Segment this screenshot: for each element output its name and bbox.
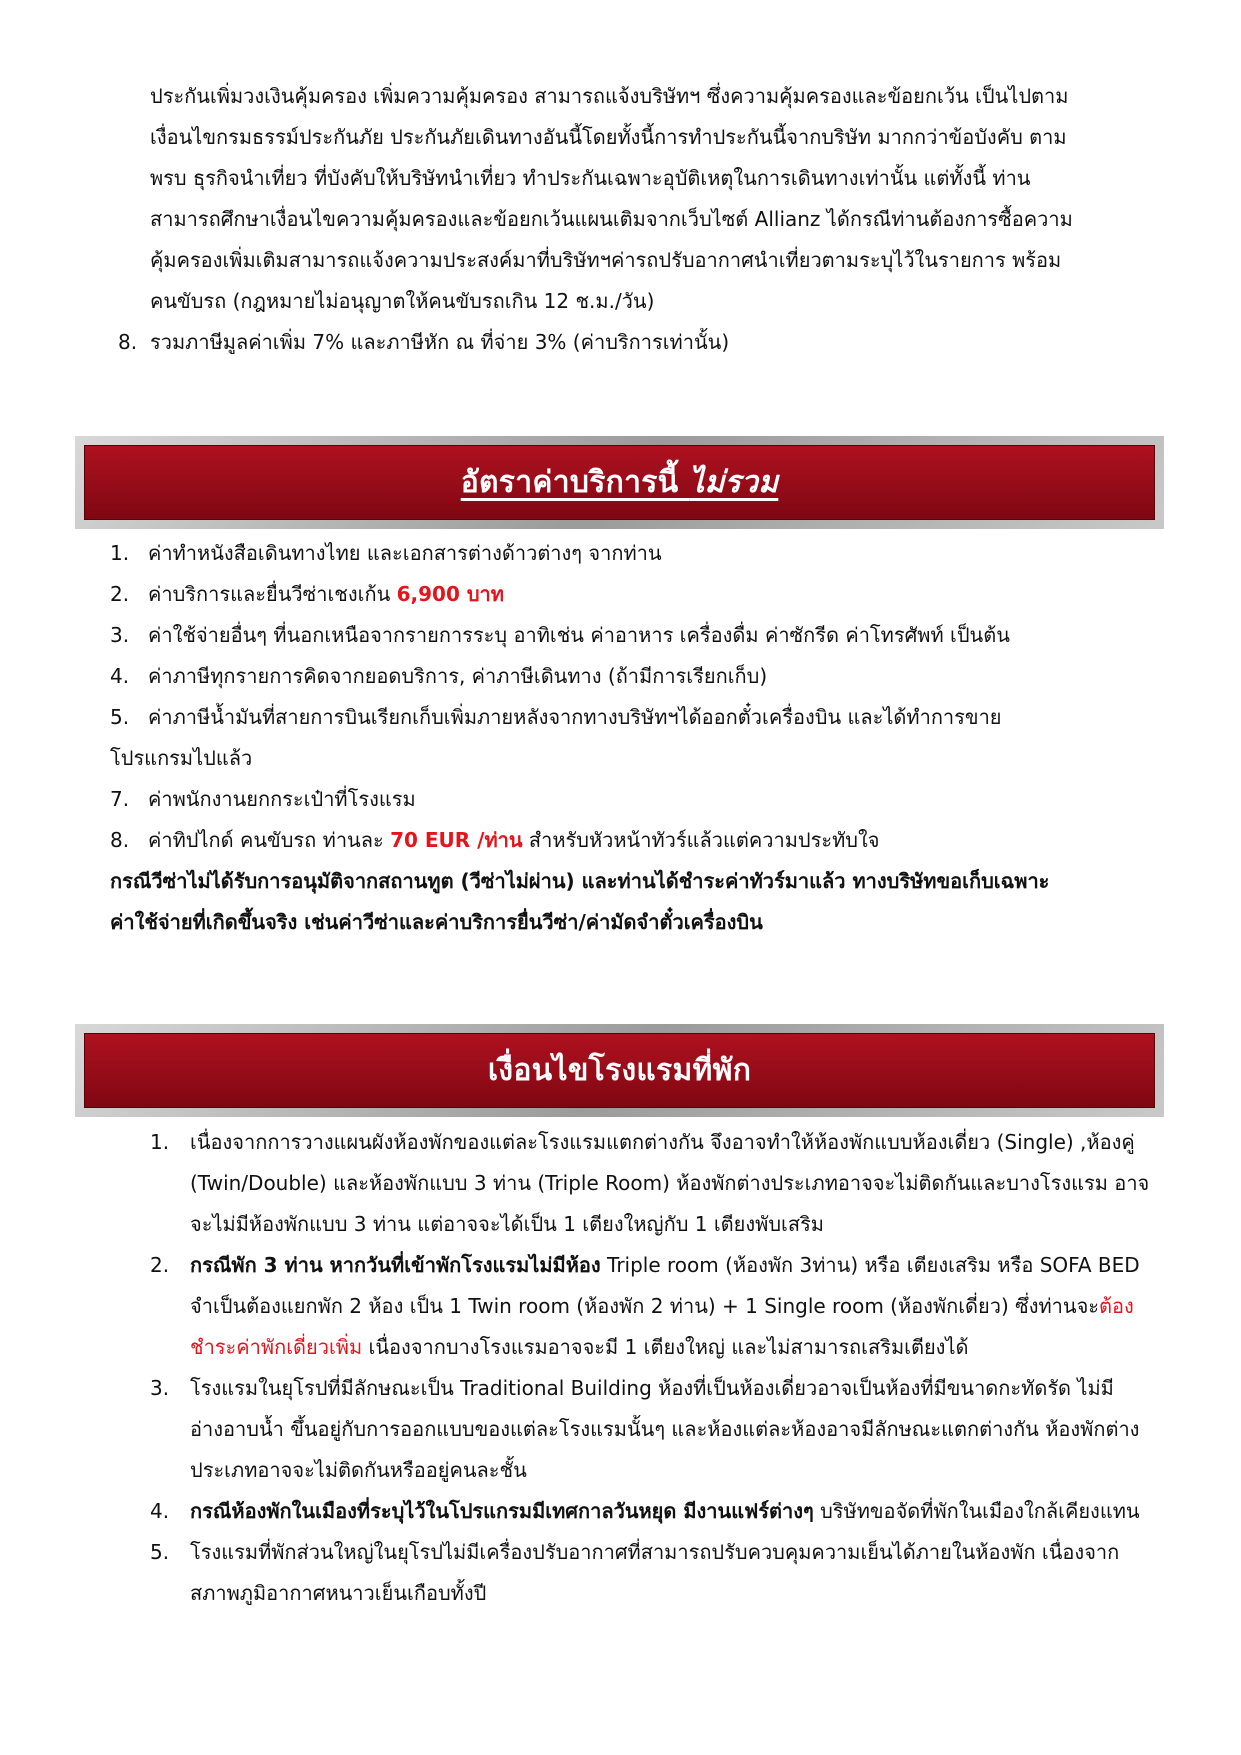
list-item-continuation: โปรแกรมไปแล้ว (110, 746, 253, 770)
insurance-line: พรบ ธุรกิจนำเที่ยว ที่บังคับให้บริษัทนำเที่ยว ทำประกันเฉพาะอุบัติเหตุในการเดินทางเท่านั้น แต่ทั้งนี้ ท่าน (150, 166, 1031, 190)
list-item (110, 656, 1170, 697)
item-number: 2. (110, 582, 130, 606)
item-text: ค่าบริการและยื่นวีซ่าเชงเก้น (148, 582, 397, 606)
item-number: 3. (150, 1376, 170, 1400)
list-item (150, 1122, 1165, 1245)
excluded-list (110, 533, 1170, 943)
visa-note-line: ค่าใช้จ่ายที่เกิดขึ้นจริง เช่นค่าวีซ่าและค่าบริการยื่นวีซ่า/ค่ามัดจำตั๋วเครื่องบิน (110, 910, 763, 934)
item-text: โรงแรมในยุโรปที่มีลักษณะเป็น Traditional Building ห้องที่เป็นห้องเดี่ยวอาจเป็นห้องที่มีขนาดกะทัดรัด ไม่มีอ่างอาบน้ำ ขึ้นอยู่กับการออกแบบของแต่ละโรงแรมนั้นๆ และห้องแต่ละห้องอาจมีลักษณะแตกต่างกัน ห้องพักต่างประเภทอาจจะไม่ติดกันหรืออยู่คนละชั้น (190, 1376, 1140, 1482)
list-item (150, 1245, 1165, 1368)
visa-fee-highlight: 6,900 บาท (396, 582, 504, 606)
insurance-line: เงื่อนไขกรมธรรม์ประกันภัย ประกันภัยเดินทางอันนี้โดยทั้งนี้การทำประกันนี้จากบริษัท มากกว่าข้อบังคับ ตาม (150, 125, 1067, 149)
list-item (110, 820, 1170, 861)
item-text: รวมภาษีมูลค่าเพิ่ม 7% และภาษีหัก ณ ที่จ่าย 3% (ค่าบริการเท่านั้น) (150, 330, 730, 354)
item-number: 3. (110, 623, 130, 647)
insurance-line: ประกันเพิ่มวงเงินคุ้มครอง เพิ่มความคุ้มครอง สามารถแจ้งบริษัทฯ ซึ่งความคุ้มครองและข้อยกเว้น เป็นไปตาม (150, 84, 1069, 108)
item-text: โรงแรมที่พักส่วนใหญ่ในยุโรปไม่มีเครื่องปรับอากาศที่สามารถปรับควบคุมความเย็นได้ภายในห้องพัก เนื่องจากสภาพภูมิอากาศหนาวเย็นเกือบทั้งปี (190, 1540, 1120, 1605)
list-item (150, 1532, 1165, 1614)
excluded-section-banner (75, 436, 1164, 529)
item-number: 7. (110, 787, 130, 811)
hotel-conditions-list (150, 1122, 1165, 1614)
list-item (150, 1491, 1165, 1532)
tip-highlight: 70 EUR /ท่าน (390, 828, 523, 852)
item-text: เนื่องจากการวางแผนผังห้องพักของแต่ละโรงแรมแตกต่างกัน จึงอาจทำให้ห้องพักแบบห้องเดี่ยว (Single) ,ห้องคู่ (Twin/Double) และห้องพักแบบ 3 ท่าน (Triple Room) ห้องพักต่างประเภทอาจจะไม่ติดกันและบางโรงแรม อาจจะไม่มีห้องพักแบบ 3 ท่าน แต่อาจจะได้เป็น 1 เตียงใหญ่กับ 1 เตียงพับเสริม (190, 1130, 1150, 1236)
item-text: Triple room (ห้องพัก 3ท่าน) หรือ เตียงเสริม หรือ SOFA BED จำเป็นต้องแยกพัก 2 ห้อง เป็น 1 Twin room (ห้องพัก 2 ท่าน) + 1 Single room (ห้องพักเดี่ยว) ซึ่งท่านจะ (190, 1253, 1140, 1318)
hotel-section-banner (75, 1024, 1164, 1117)
list-item (110, 533, 1170, 574)
item-text: ค่าภาษีน้ำมันที่สายการบินเรียกเก็บเพิ่มภายหลังจากทางบริษัทฯได้ออกตั๋วเครื่องบิน และได้ทำการขาย (148, 705, 1002, 729)
list-item (110, 779, 1170, 820)
title-emphasis: ไม่รวม (689, 465, 779, 500)
list-item (110, 615, 1170, 656)
excluded-section-title (461, 459, 779, 506)
item-text: บริษัทขอจัดที่พักในเมืองใกล้เคียงแทน (813, 1499, 1140, 1523)
insurance-paragraph (150, 76, 1160, 322)
item-number: 2. (150, 1253, 170, 1277)
item-number: 1. (150, 1130, 170, 1154)
included-item-8 (118, 322, 729, 363)
item-bold-text: กรณีห้องพักในเมืองที่ระบุไว้ในโปรแกรมมีเทศกาลวันหยุด มีงานแฟร์ต่างๆ (190, 1499, 814, 1523)
item-text: ค่าทิปไกด์ คนขับรถ ท่านละ (148, 828, 391, 852)
item-number: 1. (110, 541, 130, 565)
visa-note-line: กรณีวีซ่าไม่ได้รับการอนุมัติจากสถานทูต (วีซ่าไม่ผ่าน) และท่านได้ชำระค่าทัวร์มาแล้ว ทางบริษัทขอเก็บเฉพาะ (110, 869, 1050, 893)
insurance-line: สามารถศึกษาเงื่อนไขความคุ้มครองและข้อยกเว้นแผนเติมจากเว็บไซต์ Allianz ได้กรณีท่านต้องการซื้อความ (150, 207, 1073, 231)
single-supplement-highlight: ต้องชำระค่าพักเดี่ยวเพิ่ม (190, 1294, 1134, 1359)
item-number: 5. (110, 705, 130, 729)
list-item (150, 1368, 1165, 1491)
hotel-section-title: เงื่อนไขโรงแรมที่พัก (487, 1053, 752, 1088)
list-item (110, 697, 1170, 738)
item-number: 4. (150, 1499, 170, 1523)
title-prefix: อัตราค่าบริการนี้ (460, 465, 690, 500)
insurance-line: คนขับรถ (กฎหมายไม่อนุญาตให้คนขับรถเกิน 12 ช.ม./วัน) (150, 289, 655, 313)
item-text: เนื่องจากบางโรงแรมอาจจะมี 1 เตียงใหญ่ และไม่สามารถเสริมเตียงได้ (362, 1335, 969, 1359)
item-number: 8. (110, 828, 130, 852)
item-text: ค่าใช้จ่ายอื่นๆ ที่นอกเหนือจากรายการระบุ อาทิเช่น ค่าอาหาร เครื่องดื่ม ค่าซักรีด ค่าโทรศัพท์ เป็นต้น (148, 623, 1010, 647)
list-item (110, 574, 1170, 615)
item-text: ค่าทำหนังสือเดินทางไทย และเอกสารต่างด้าวต่างๆ จากท่าน (148, 541, 662, 565)
item-number: 8. (118, 330, 138, 354)
item-text: สำหรับหัวหน้าทัวร์แล้วแต่ความประทับใจ (522, 828, 880, 852)
item-text: ค่าภาษีทุกรายการคิดจากยอดบริการ, ค่าภาษีเดินทาง (ถ้ามีการเรียกเก็บ) (148, 664, 768, 688)
item-number: 5. (150, 1540, 170, 1564)
insurance-line: คุ้มครองเพิ่มเติมสามารถแจ้งความประสงค์มาที่บริษัทฯค่ารถปรับอากาศนำเที่ยวตามระบุไว้ในรายการ พร้อม (150, 248, 1062, 272)
item-number: 4. (110, 664, 130, 688)
item-text: ค่าพนักงานยกกระเป๋าที่โรงแรม (148, 787, 416, 811)
item-bold-text: กรณีพัก 3 ท่าน หากวันที่เข้าพักโรงแรมไม่มีห้อง (190, 1253, 601, 1277)
